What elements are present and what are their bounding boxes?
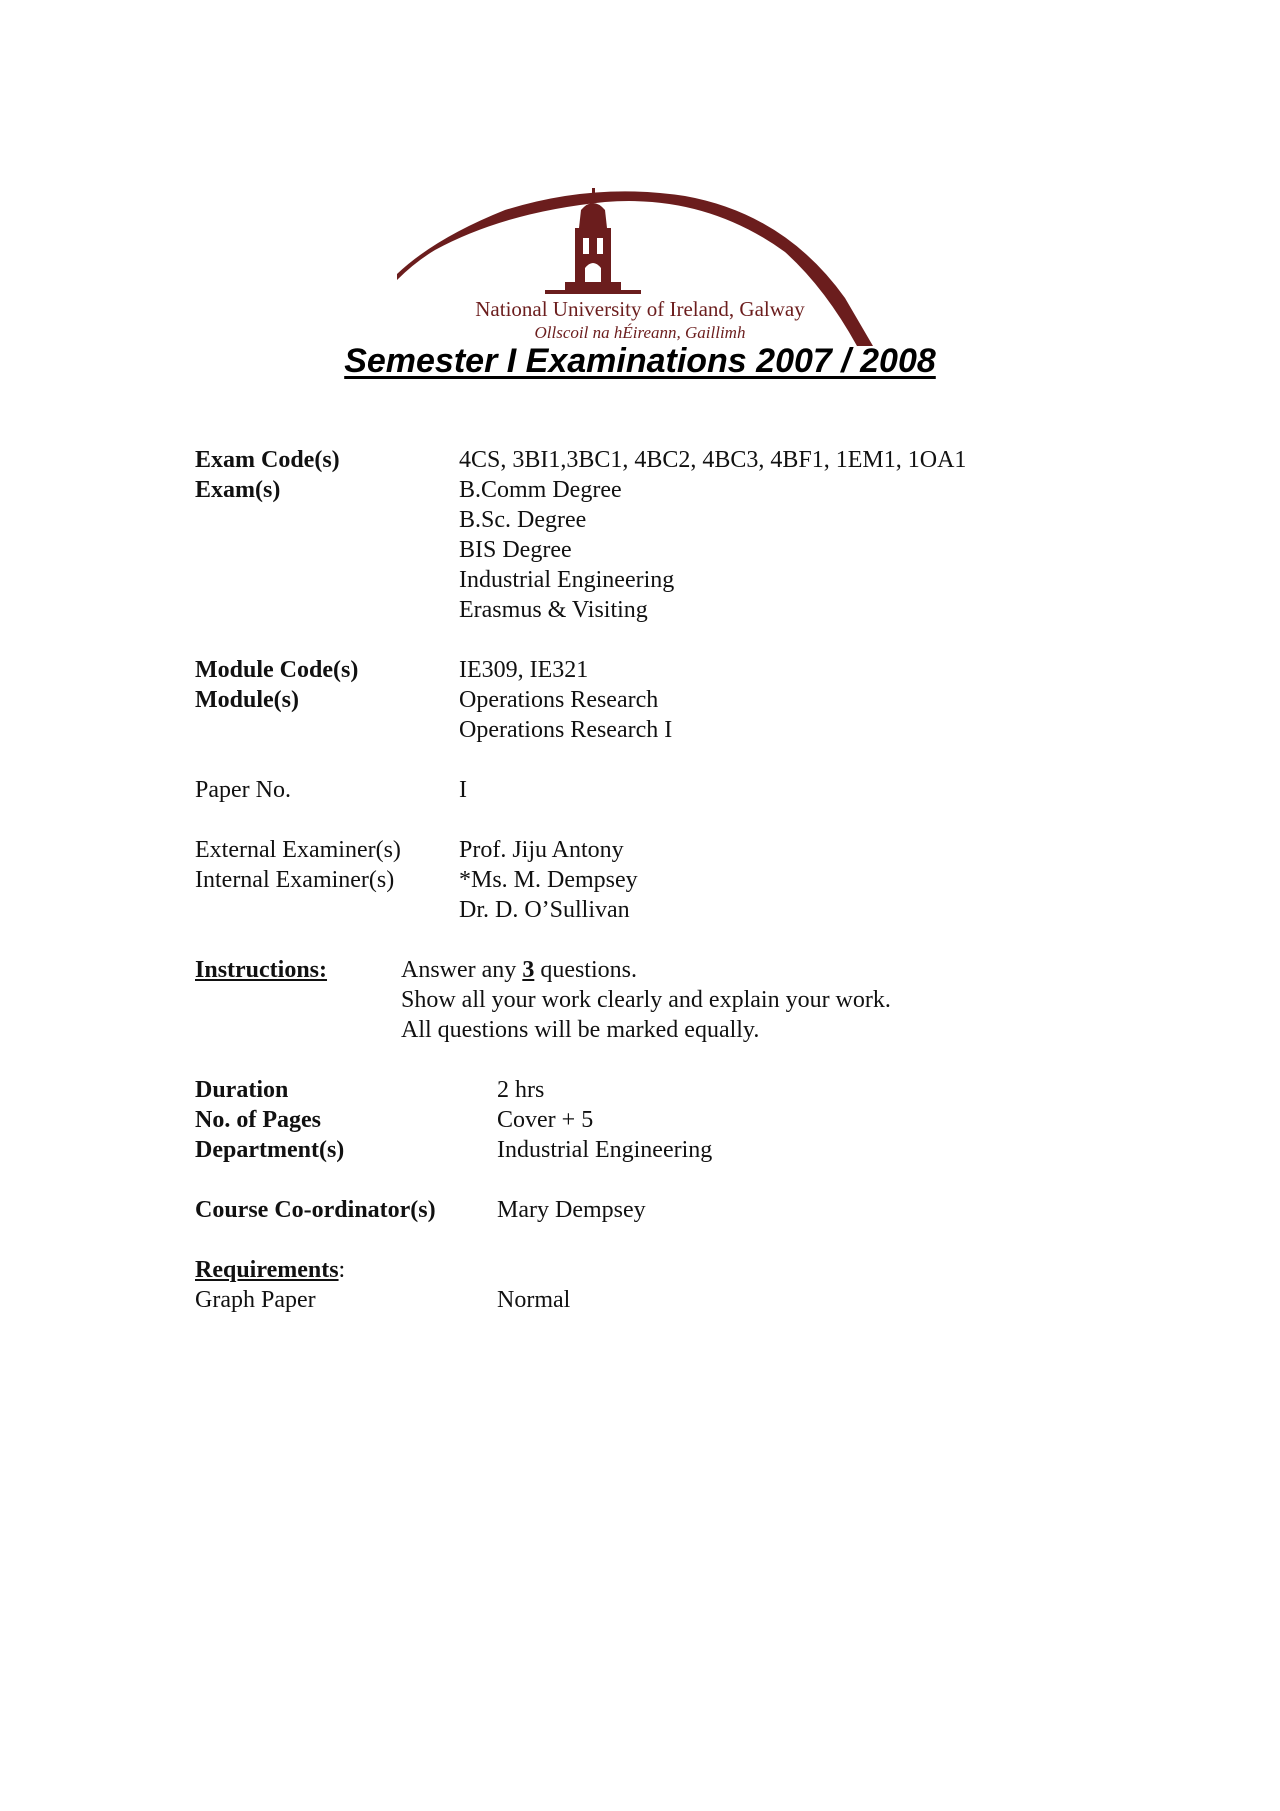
external-examiners-label: External Examiner(s) <box>195 837 401 863</box>
module-codes-value: IE309, IE321 <box>459 657 589 683</box>
requirements-heading <box>195 1255 345 1285</box>
requirement-item-label: Graph Paper <box>195 1287 316 1313</box>
requirements-label: Requirements <box>195 1257 339 1283</box>
exam-item: BIS Degree <box>459 537 572 563</box>
departments-label: Department(s) <box>195 1137 345 1163</box>
exam-item: B.Sc. Degree <box>459 507 587 533</box>
internal-examiners-label: Internal Examiner(s) <box>195 867 395 893</box>
exam-codes-value: 4CS, 3BI1,3BC1, 4BC2, 4BC3, 4BF1, 1EM1, 1OA1 <box>459 447 967 473</box>
exams-label: Exam(s) <box>195 477 281 503</box>
page-title: Semester I Examinations 2007 / 2008 <box>344 342 936 380</box>
module-codes-label: Module Code(s) <box>195 657 359 683</box>
instructions-line-3: All questions will be marked equally. <box>401 1017 760 1043</box>
paper-no-value: I <box>459 777 467 803</box>
instructions-line-2: Show all your work clearly and explain your work. <box>401 987 891 1013</box>
instructions-text: Answer any <box>401 957 523 983</box>
module-item: Operations Research <box>459 687 659 713</box>
duration-label: Duration <box>195 1077 289 1103</box>
requirement-item-value: Normal <box>497 1287 571 1313</box>
internal-examiner-item: *Ms. M. Dempsey <box>459 867 638 893</box>
logo-text-irish: Ollscoil na hÉireann, Gaillimh <box>534 323 746 342</box>
exam-item: Erasmus & Visiting <box>459 597 648 623</box>
exam-item: B.Comm Degree <box>459 477 622 503</box>
pages-label: No. of Pages <box>195 1107 321 1133</box>
duration-value: 2 hrs <box>497 1077 545 1103</box>
module-item: Operations Research I <box>459 717 673 743</box>
exam-codes-label: Exam Code(s) <box>195 447 340 473</box>
question-count: 3 <box>522 957 535 983</box>
paper-no-label: Paper No. <box>195 777 291 803</box>
logo-text-english: National University of Ireland, Galway <box>475 297 805 321</box>
instructions-label: Instructions: <box>195 957 328 983</box>
coordinators-label: Course Co-ordinator(s) <box>195 1197 436 1223</box>
pages-value: Cover + 5 <box>497 1107 594 1133</box>
instructions-text: questions. <box>534 957 637 983</box>
departments-value: Industrial Engineering <box>497 1137 713 1163</box>
external-examiner-item: Prof. Jiju Antony <box>459 837 624 863</box>
exam-item: Industrial Engineering <box>459 567 675 593</box>
modules-label: Module(s) <box>195 687 299 713</box>
instructions-line-1 <box>401 955 637 985</box>
internal-examiner-item: Dr. D. O’Sullivan <box>459 897 630 923</box>
university-logo <box>395 188 885 348</box>
coordinators-value: Mary Dempsey <box>497 1197 646 1223</box>
requirements-colon: : <box>338 1257 346 1283</box>
